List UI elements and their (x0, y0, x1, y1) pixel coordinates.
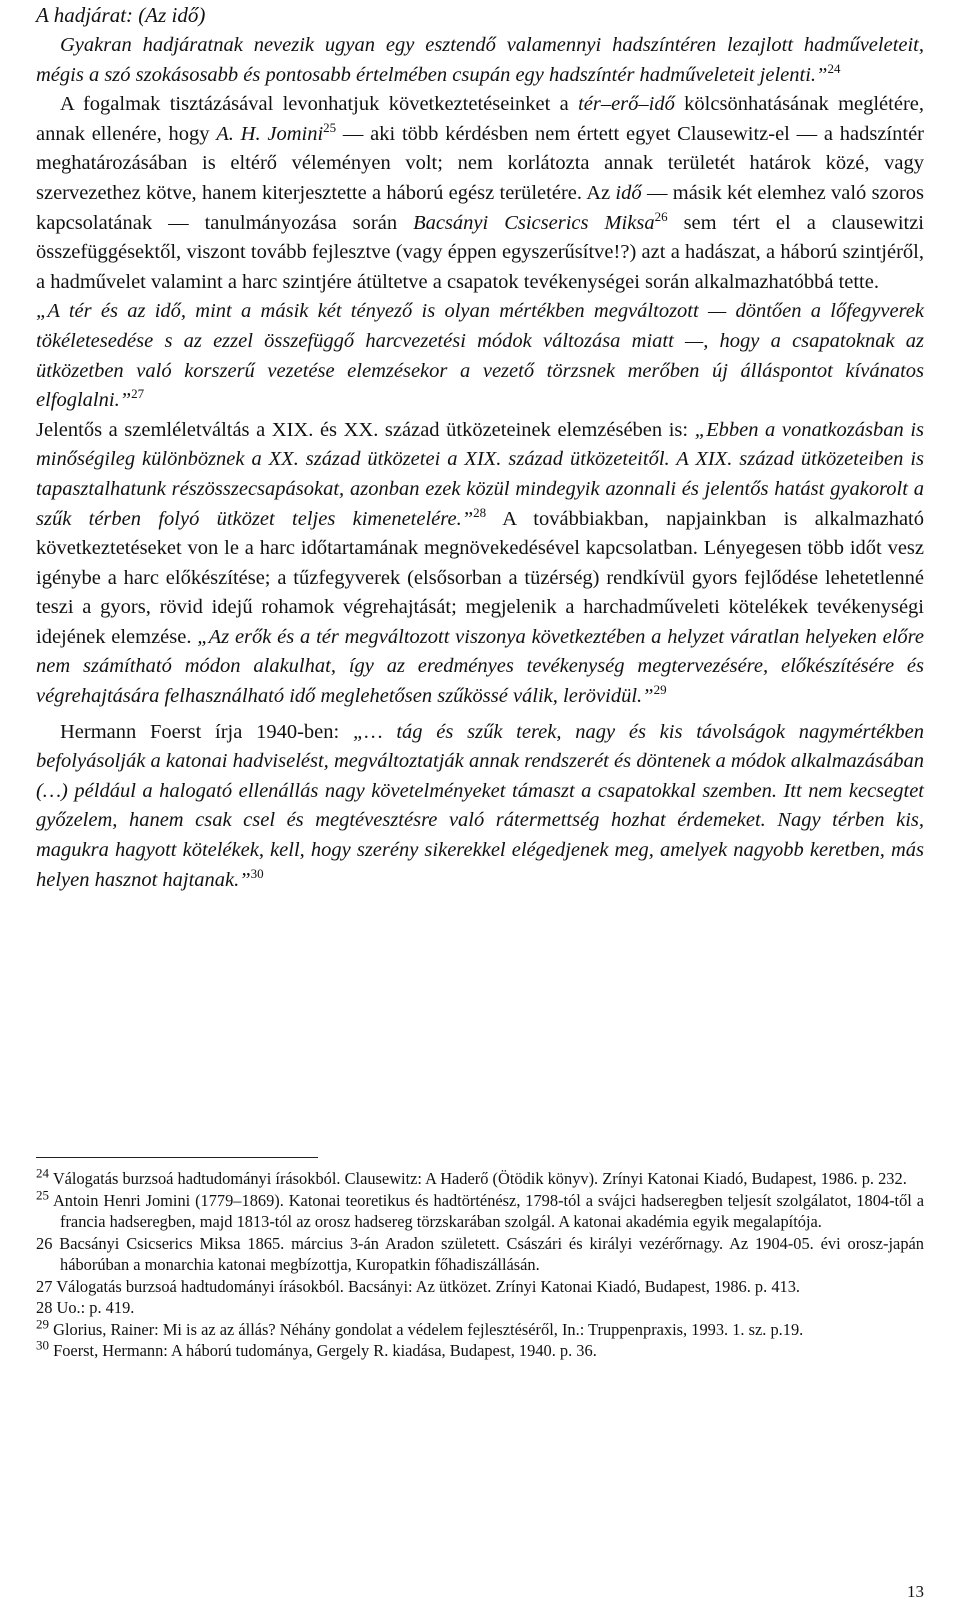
footnote-ref: 30 (250, 865, 264, 881)
footnote-number: 27 (36, 1276, 53, 1296)
footnote-29 (36, 1316, 924, 1341)
text-run: A fogalmak tisztázásával levonhatjuk következtetéseinket a (60, 93, 579, 116)
footnote-25 (36, 1187, 924, 1233)
footnote-text: Válogatás burzsoá hadtudományi írásokból. Clausewitz: A Haderő (Ötödik könyv). Zrínyi Katonai Kiadó, Budapest, 1986. p. 232. (52, 1169, 907, 1188)
text-run: Bacsányi Csicserics Miksa (413, 211, 655, 234)
text-run: Hermann Foerst írja 1940-ben: (60, 720, 353, 743)
quote-text: Gyakran hadjáratnak nevezik ugyan egy esztendő valamennyi hadszíntéren lezajlott hadműveleteit, mégis a szó szokásosabb és pontosabb értelmében csupán egy hadszíntér hadműveleteit jelenti.” (36, 34, 924, 86)
text-run: tér–erő–idő (578, 93, 675, 116)
footnote-ref: 27 (131, 386, 145, 402)
footnote-separator (36, 1157, 318, 1158)
footnote-text: Foerst, Hermann: A háború tudománya, Gergely R. kiadása, Budapest, 1940. p. 36. (53, 1341, 597, 1360)
quote-text: „Ebben a vonatkozásban is minőségileg különböznek a XX. század ütközetei a XIX. század ütközeteitől. A XIX. század ütközeteiben is tapasztalhatunk részösszecsapásokat, azonban ezek közül mindegyik azonnali és jelentős hatást gyakorolt a szűk térben folyó ütközet teljes kimenetelére.” (36, 418, 924, 530)
paragraph-4 (36, 416, 924, 712)
footnotes (36, 1165, 924, 1362)
footnote-24 (36, 1165, 924, 1190)
footnote-number: 28 (36, 1298, 53, 1317)
text-run: Jelentős a szemléletváltás a XIX. és XX. század ütközeteinek elemzésében is: (36, 418, 695, 441)
footnote-text: Uo.: p. 419. (56, 1298, 135, 1317)
footnote-text: Glorius, Rainer: Mi is az az állás? Néhány gondolat a védelem fejlesztéséről, In.: Truppenpraxis, 1993. 1. sz. p.19. (53, 1319, 804, 1339)
paragraph-2 (36, 90, 924, 297)
footnote-text: Válogatás burzsoá hadtudományi írásokból. Bacsányi: Az ütközet. Zrínyi Katonai Kiadó, Budapest, 1986. p. 413. (56, 1276, 800, 1296)
footnote-text: Bacsányi Csicserics Miksa 1865. március 3-án Aradon született. Császári és királyi vezérőrnagy. Az 1904-05. évi orosz-japán háborúban a monarchia katonai megbízottja, Kuropatkin főhadiszállásán. (59, 1233, 924, 1274)
text-run: sem tért el a clausewitzi összefüggésektől, viszont tovább fejlesztve (vagy éppen egyszerűsítve!?) azt a hadászat, a háború szintjéről, a hadművelet valamint a harc szintjére átültetve a csapatok tevékenységei során alkalmazhatóbbá tette. (36, 211, 924, 293)
footnote-number: 29 (36, 1316, 49, 1332)
footnote-text: Antoin Henri Jomini (1779–1869). Katonai teoretikus és hadtörténész, 1798-tól a svájci hadseregben teljesít szolgálatot, 1804-től a francia hadseregben, majd 1813-tól az orosz hadsereg törzskarában szolgál. A katonai akadémia egyik megalapítója. (52, 1190, 924, 1231)
text-run: kölcsönhatásának meglétére, annak ellenére, hogy (36, 93, 925, 145)
page-number: 13 (907, 1582, 924, 1601)
paragraph-3 (36, 297, 924, 415)
quote-text: „A tér és az idő, mint a másik két tényező is olyan mértékben megváltozott — döntően a lőfegyverek tökéletesedése s az ezzel összefüggő harcvezetési módok változása miatt —, hogy a csapatoknak az ütközetben való korszerű vezetése elemzésekor a vezető törzsnek merőben új álláspontot kívánatos elfoglalni.” (36, 300, 924, 412)
footnote-ref: 28 (473, 504, 487, 520)
text-run: idő (615, 181, 642, 204)
footnote-27 (36, 1276, 924, 1298)
footnote-number: 26 (36, 1233, 53, 1253)
footnote-ref: 24 (827, 60, 841, 76)
paragraph-1 (36, 31, 924, 90)
text-run: — aki több kérdésben nem értett egyet Clausewitz-el — a hadszíntér meghatározásában is eltérő véleményen volt; nem korlátozta annak területét határok közé, vagy szervezethez kötve, hanem kiterjesztette a háború egész területére. Az (36, 122, 924, 204)
footnote-number: 30 (36, 1337, 49, 1353)
text-run: A. H. Jomini (216, 122, 324, 145)
footnote-26 (36, 1233, 924, 1276)
section-heading: A hadjárat: (Az idő) (36, 3, 206, 27)
text-run: — másik két elemhez való szoros kapcsolatának — tanulmányozása során (36, 181, 924, 234)
body-text (36, 31, 924, 895)
quote-text: „… tág és szűk terek, nagy és kis távolságok nagymértékben befolyásolják a katonai hadviselést, megváltoztatják annak rendszerét és döntenek a módok alkalmazásában (…) például a halogató ellenállás nagy követelményeket támaszt a csapatokkal szemben. Itt nem kecsegtet győzelem, hanem csak csel és megtévesztésre való rátermettség hozhat érdemeket. Nagy térben kis, magukra hagyott kötelékek, kell, hogy szerény sikerekkel elégedjenek meg, amelyek nagyobb keretben, más helyen hasznot hajtanak.” (36, 720, 924, 891)
footnote-30 (36, 1337, 924, 1362)
footnote-number: 24 (36, 1165, 49, 1181)
footnote-ref: 29 (653, 682, 667, 698)
footnote-28 (36, 1297, 924, 1319)
paragraph-5 (36, 718, 924, 896)
footnote-number: 25 (36, 1187, 49, 1203)
footnote-ref: 25 (323, 119, 337, 135)
quote-text: „Az erők és a tér megváltozott viszonya következtében a helyzet váratlan helyeken előre nem számítható módon alakulhat, így az eredményes tevékenység megtervezésére, előkészítésére és végrehajtására felhasználható idő meglehetősen szűkössé válik, lerövidül.” (36, 625, 925, 708)
text-run: A továbbiakban, napjainkban is alkalmazható következtetéseket von le a harc időtartamának megnövekedésével kapcsolatban. Lényegesen több időt vesz igénybe a harc előkészítése; a tűzfegyverek (elsősorban a tüzérség) rendkívül gyors fejlődése lehetetlenné teszi a gyors, rövid idejű rohamok végrehajtását; megjelenik a harchadműveleti kötelékek tevékenységi idejének elemzése. (36, 507, 924, 648)
footnote-ref: 26 (654, 208, 668, 224)
